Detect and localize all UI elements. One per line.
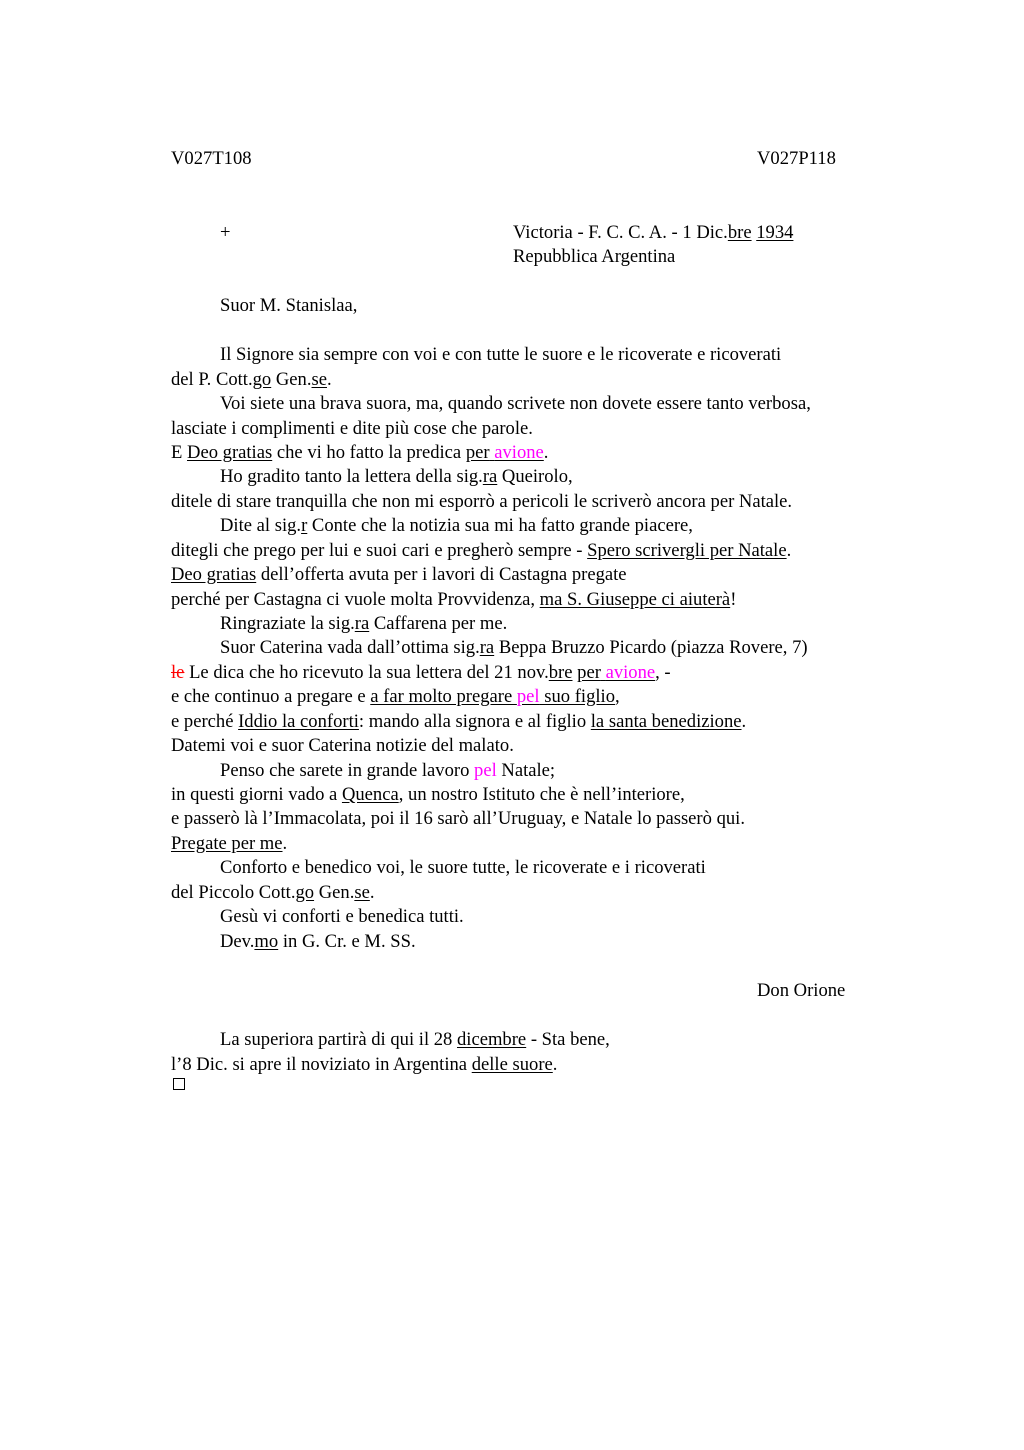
postscript-line: l’8 Dic. si apre il noviziato in Argentina delle suore. (171, 1054, 558, 1075)
letter-country: Repubblica Argentina (513, 246, 676, 267)
closing-line: Dev.mo in G. Cr. e M. SS. (220, 931, 416, 952)
body-line: Ringraziate la sig.ra Caffarena per me. (220, 613, 508, 634)
letter-place-date: Victoria - F. C. C. A. - 1 Dic.bre 1934 (513, 222, 794, 243)
body-line: in questi giorni vado a Quenca, un nostro Istituto che è nell’interiore, (171, 784, 685, 805)
body-line: e passerò là l’Immacolata, poi il 16 sarò all’Uruguay, e Natale lo passerò qui. (171, 808, 745, 829)
salutation: Suor M. Stanislaa, (220, 295, 358, 316)
body-line: E Deo gratias che vi ho fatto la predica per avione. (171, 442, 549, 463)
body-line: Gesù vi conforti e benedica tutti. (220, 906, 464, 927)
body-line: ditegli che prego per lui e suoi cari e pregherò sempre - Spero scrivergli per Natale. (171, 540, 792, 561)
postscript-line: La superiora partirà di qui il 28 dicembre - Sta bene, (220, 1029, 610, 1050)
document-code-right: V027P118 (757, 148, 836, 169)
struck-word: le (171, 662, 185, 683)
body-line: Suor Caterina vada dall’ottima sig.ra Beppa Bruzzo Picardo (piazza Rovere, 7) (220, 637, 808, 658)
body-line: Dite al sig.r Conte che la notizia sua mi ha fatto grande piacere, (220, 515, 693, 536)
body-line: Deo gratias dell’offerta avuta per i lavori di Castagna pregate (171, 564, 627, 585)
body-line: Pregate per me. (171, 833, 288, 854)
body-line: Conforto e benedico voi, le suore tutte, le ricoverate e i ricoverati (220, 857, 706, 878)
body-line: Il Signore sia sempre con voi e con tutte le suore e le ricoverate e ricoverati (220, 344, 782, 365)
document-code-left: V027T108 (171, 148, 252, 169)
body-line: e perché Iddio la conforti: mando alla signora e al figlio la santa benedizione. (171, 711, 747, 732)
body-line: del P. Cott.go Gen.se. (171, 369, 332, 390)
body-line: del Piccolo Cott.go Gen.se. (171, 882, 375, 903)
body-line: Ho gradito tanto la lettera della sig.ra Queirolo, (220, 466, 573, 487)
cross-mark: + (220, 222, 231, 243)
body-line: lasciate i complimenti e dite più cose che parole. (171, 418, 533, 439)
signature: Don Orione (757, 980, 846, 1001)
body-line: perché per Castagna ci vuole molta Provvidenza, ma S. Giuseppe ci aiuterà! (171, 589, 737, 610)
body-line: e che continuo a pregare e a far molto pregare pel suo figlio, (171, 686, 620, 707)
body-line: Datemi voi e suor Caterina notizie del malato. (171, 735, 514, 756)
body-line: le Le dica che ho ricevuto la sua lettera del 21 nov.bre per avione, - (171, 662, 671, 683)
body-line: Penso che sarete in grande lavoro pel Natale; (220, 760, 556, 781)
body-line: Voi siete una brava suora, ma, quando scrivete non dovete essere tanto verbosa, (220, 393, 811, 414)
empty-square-icon (173, 1078, 185, 1090)
body-line: ditele di stare tranquilla che non mi esporrò a pericoli le scriverò ancora per Natale. (171, 491, 793, 512)
